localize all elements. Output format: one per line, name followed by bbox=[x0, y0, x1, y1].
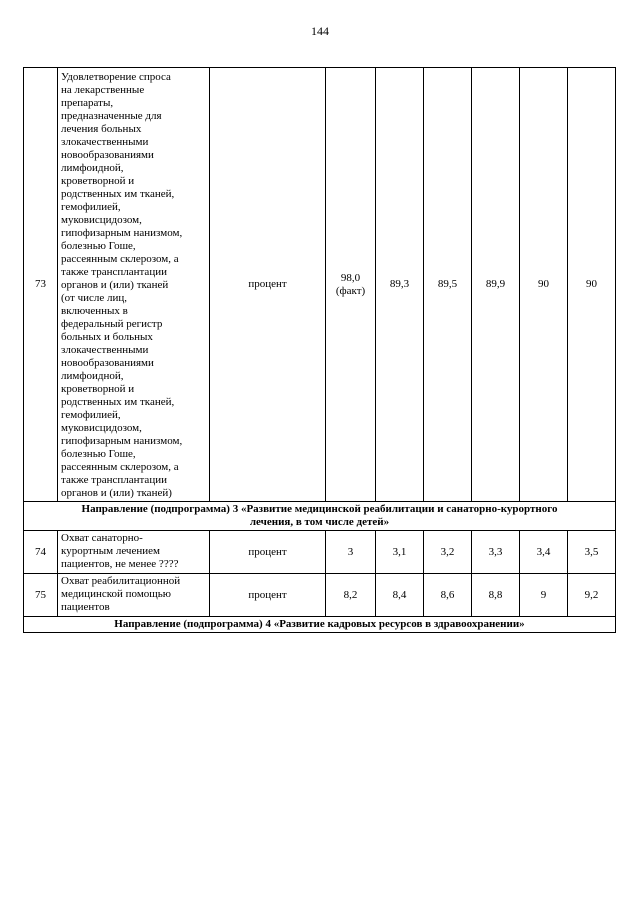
value-cell: 89,5 bbox=[424, 68, 472, 502]
value-cell: 3,2 bbox=[424, 531, 472, 574]
row-number: 74 bbox=[24, 531, 58, 574]
value-cell: 90 bbox=[520, 68, 568, 502]
value-cell: 8,6 bbox=[424, 574, 472, 617]
section-heading-row bbox=[24, 502, 616, 531]
indicator-name: Охват санаторно- курортным лечением пациентов, не менее ???? bbox=[58, 531, 210, 574]
value-cell: 3,5 bbox=[568, 531, 616, 574]
value-cell: 3,3 bbox=[472, 531, 520, 574]
table-row-74 bbox=[24, 531, 616, 574]
base-value-cell: 98,0 (факт) bbox=[326, 68, 376, 502]
indicators-table bbox=[23, 67, 616, 633]
unit-cell: процент bbox=[210, 68, 326, 502]
indicator-name: Охват реабилитационной медицинской помощью пациентов bbox=[58, 574, 210, 617]
unit-cell: процент bbox=[210, 574, 326, 617]
indicator-name: Удовлетворение спроса на лекарственные препараты, предназначенные для лечения больных злокачественными новообразованиями лимфоидной, кроветворной и родственных им тканей, гемофилией, муковисцидозом, гипофизарным нанизмом, болезнью Гоше, рассеянным склерозом, а также трансплантации органов и (или) тканей (от числе лиц, включенных в федеральный регистр больных и больных злокачественными новообразованиями лимфоидной, кроветворной и родственных им тканей, гемофилией, муковисцидозом, гипофизарным нанизмом, болезнью Гоше, рассеянным склерозом, а также трансплантации органов и (или) тканей) bbox=[58, 68, 210, 502]
value-cell: 9,2 bbox=[568, 574, 616, 617]
value-cell: 8,8 bbox=[472, 574, 520, 617]
unit-cell: процент bbox=[210, 531, 326, 574]
section-heading: Направление (подпрограмма) 3 «Развитие медицинской реабилитации и санаторно-курортного лечения, в том числе детей» bbox=[24, 502, 616, 531]
row-number: 73 bbox=[24, 68, 58, 502]
table-row-75 bbox=[24, 574, 616, 617]
base-value-cell: 3 bbox=[326, 531, 376, 574]
page-number: 144 bbox=[311, 24, 329, 38]
value-cell: 3,4 bbox=[520, 531, 568, 574]
value-cell: 89,3 bbox=[376, 68, 424, 502]
section-heading: Направление (подпрограмма) 4 «Развитие кадровых ресурсов в здравоохранении» bbox=[24, 617, 616, 633]
base-value-cell: 8,2 bbox=[326, 574, 376, 617]
section-heading-row bbox=[24, 617, 616, 633]
value-cell: 90 bbox=[568, 68, 616, 502]
table-row-73 bbox=[24, 68, 616, 502]
value-cell: 8,4 bbox=[376, 574, 424, 617]
value-cell: 89,9 bbox=[472, 68, 520, 502]
row-number: 75 bbox=[24, 574, 58, 617]
value-cell: 9 bbox=[520, 574, 568, 617]
value-cell: 3,1 bbox=[376, 531, 424, 574]
